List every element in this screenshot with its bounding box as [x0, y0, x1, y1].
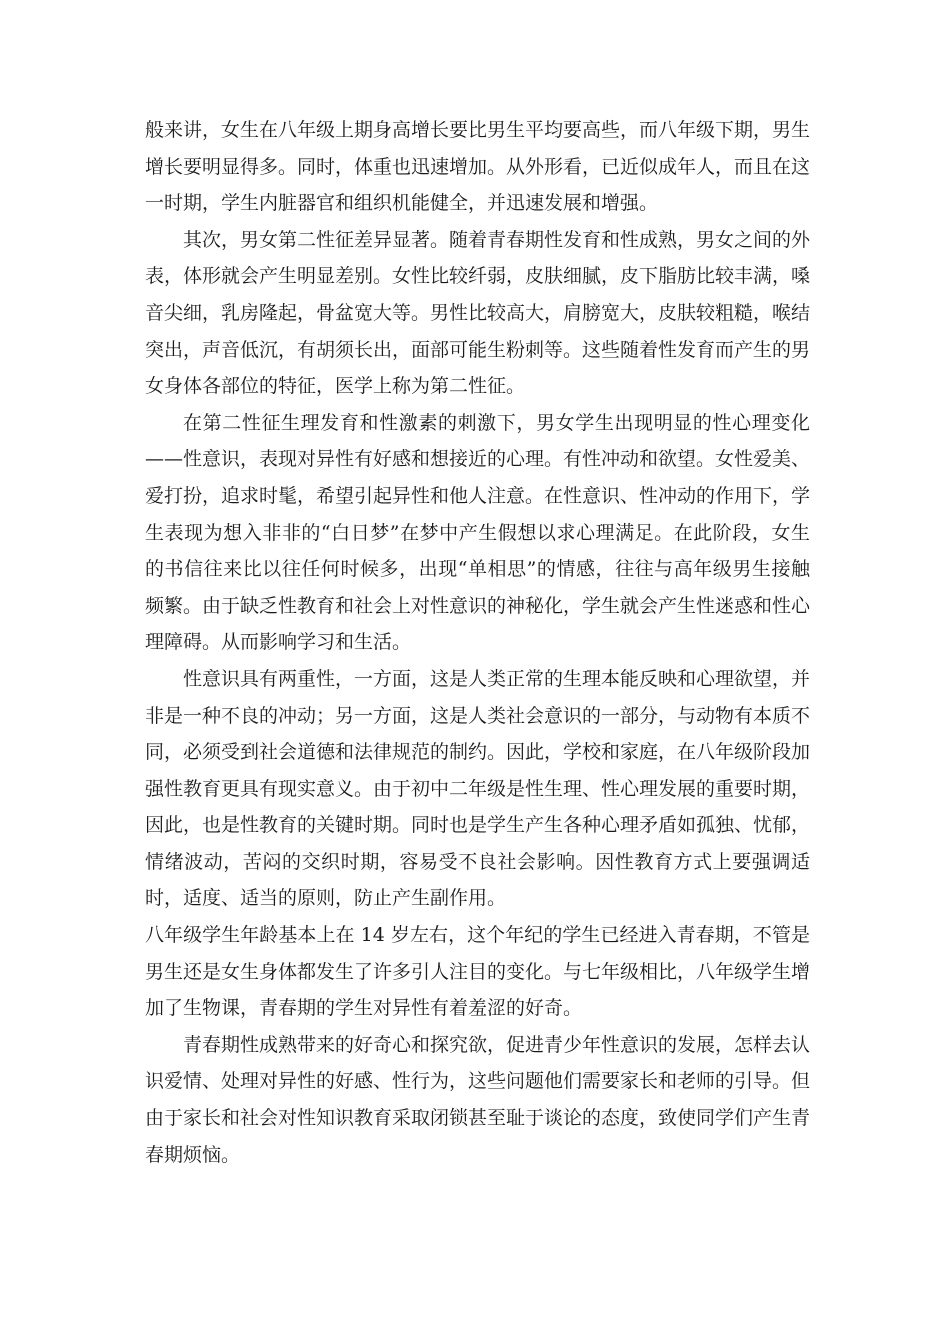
paragraph-3: 在第二性征生理发育和性激素的刺激下，男女学生出现明显的性心理变化——性意识，表现对异性有好感和想接近的心理。有性冲动和欲望。女性爱美、爱打扮，追求时髦，希望引起异性和他人注意。在性意识、性冲动的作用下，学生表现为想入非非的“白日梦”在梦中产生假想以求心理满足。在此阶段，女生的书信往来比以往任何时候多，出现“单相思”的情感，往往与高年级男生接触频繁。由于缺乏性教育和社会上对性意识的神秘化，学生就会产生性迷惑和性心理障碍。从而影响学习和生活。 [145, 411, 811, 654]
paragraph-6: 青春期性成熟带来的好奇心和探究欲，促进青少年性意识的发展，怎样去认识爱情、处理对异性的好感、性行为，这些问题他们需要家长和老师的引导。但由于家长和社会对性知识教育采取闭锁甚至耻于谈论的态度，致使同学们产生青春期烦恼。 [145, 1033, 811, 1166]
document-page [145, 112, 810, 1173]
paragraph-5: 八年级学生年龄基本上在 14 岁左右，这个年纪的学生已经进入青春期，不管是男生还是女生身体都发生了许多引人注目的变化。与七年级相比，八年级学生增加了生物课，青春期的学生对异性有着羞涩的好奇。 [145, 924, 811, 1020]
paragraph-4: 性意识具有两重性，一方面，这是人类正常的生理本能反映和心理欲望，并非是一种不良的冲动；另一方面，这是人类社会意识的一部分，与动物有本质不同，必须受到社会道德和法律规范的制约。因此，学校和家庭，在八年级阶段加强性教育更具有现实意义。由于初中二年级是性生理、性心理发展的重要时期，因此，也是性教育的关键时期。同时也是学生产生各种心理矛盾如孤独、忧郁，情绪波动，苦闷的交织时期，容易受不良社会影响。因性教育方式上要强调适时，适度、适当的原则，防止产生副作用。 [145, 667, 811, 910]
paragraph-1: 般来讲，女生在八年级上期身高增长要比男生平均要高些，而八年级下期，男生增长要明显得多。同时，体重也迅速增加。从外形看，已近似成年人，而且在这一时期，学生内脏器官和组织机能健全，并迅速发展和增强。 [145, 119, 811, 215]
paragraph-2: 其次，男女第二性征差异显著。随着青春期性发育和性成熟，男女之间的外表，体形就会产生明显差别。女性比较纤弱，皮肤细腻，皮下脂肪比较丰满，嗓音尖细，乳房隆起，骨盆宽大等。男性比较高大，肩膀宽大，皮肤较粗糙，喉结突出，声音低沉，有胡须长出，面部可能生粉刺等。这些随着性发育而产生的男女身体各部位的特征，医学上称为第二性征。 [145, 228, 811, 398]
